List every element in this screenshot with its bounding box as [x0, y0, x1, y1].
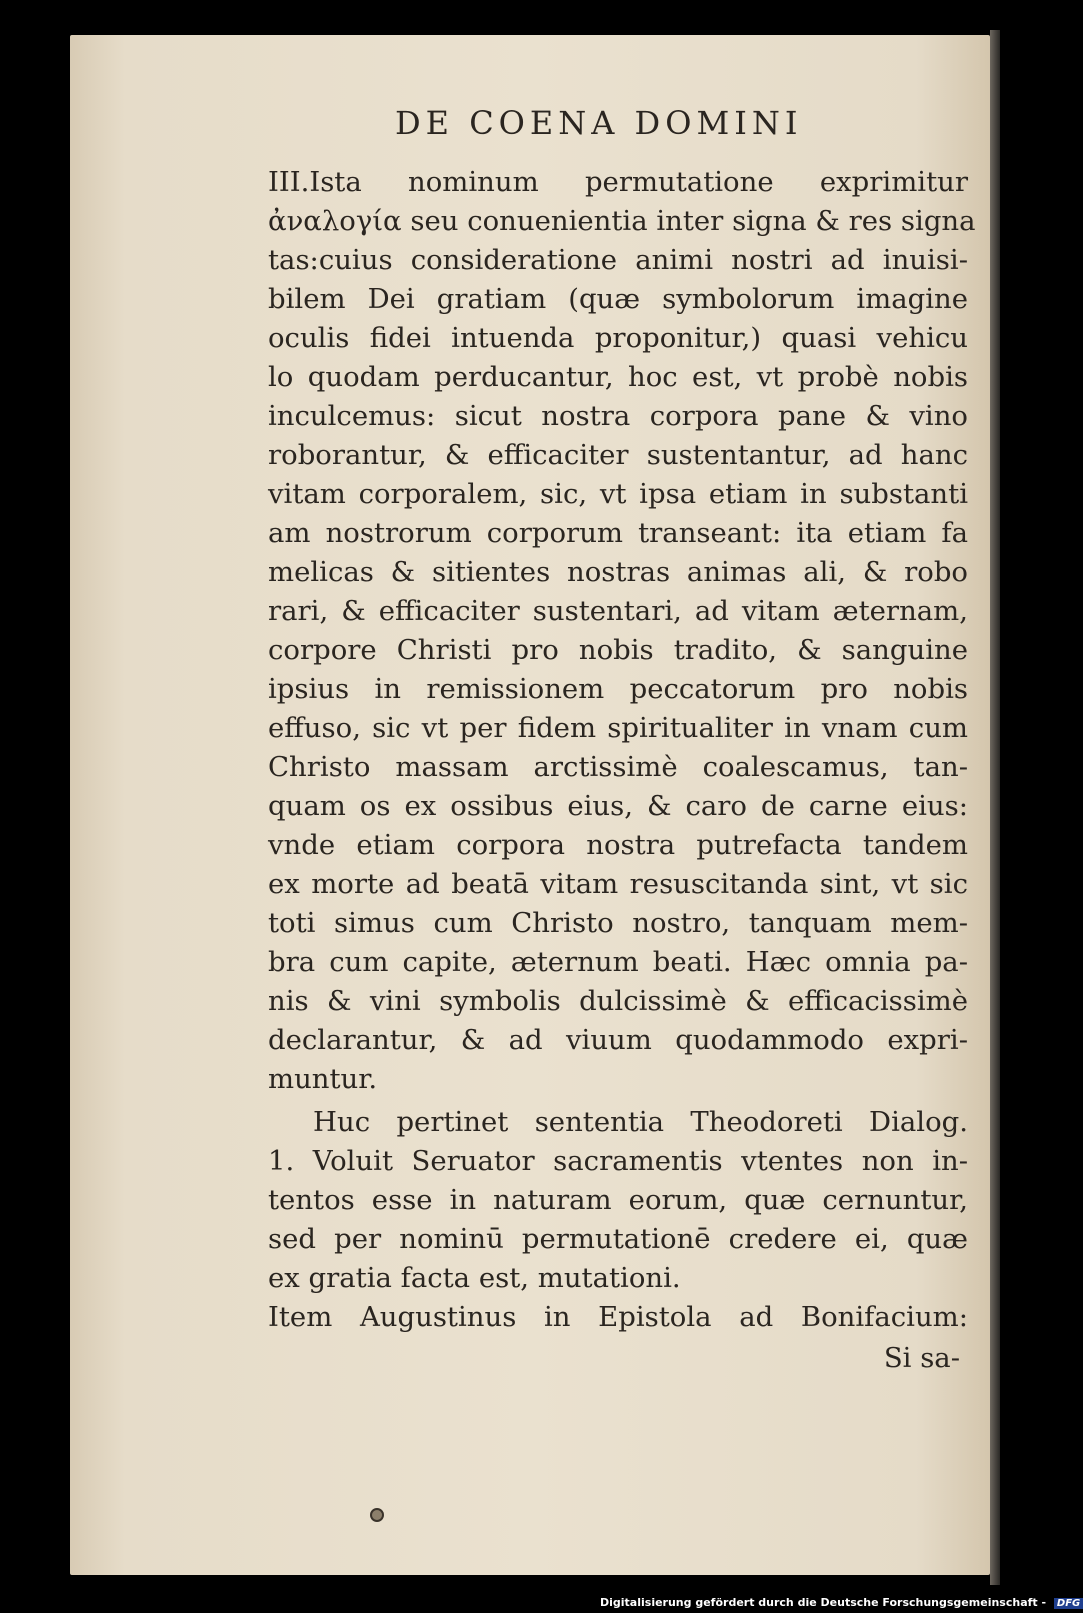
footer-text: Digitalisierung gefördert durch die Deutsche Forschungsgemeinschaft -: [600, 1596, 1047, 1609]
text-line: Item Augustinus in Epistola ad Bonifacium:: [268, 1301, 968, 1333]
ornament-icon: [370, 1508, 384, 1522]
text-line: melicas & sitientes nostras animas ali, & robo: [268, 556, 968, 588]
text-line: quam os ex ossibus eius, & caro de carne eius:: [268, 790, 968, 822]
text-line: nis & vini symbolis dulcissimè & efficacissimè: [268, 985, 968, 1017]
text-line: corpore Christi pro nobis tradito, & sanguine: [268, 634, 968, 666]
digitization-footer: [600, 1596, 1083, 1609]
text-line: Christo massam arctissimè coalescamus, tan-: [268, 751, 968, 783]
text-line: vitam corporalem, sic, vt ipsa etiam in substanti: [268, 478, 968, 510]
text-line: declarantur, & ad viuum quodammodo expri-: [268, 1024, 968, 1056]
text-line: ipsius in remissionem peccatorum pro nobis: [268, 673, 968, 705]
text-line: oculis fidei intuenda proponitur,) quasi vehicu: [268, 322, 968, 354]
text-line: am nostrorum corporum transeant: ita etiam fa: [268, 517, 968, 549]
text-line: rari, & efficaciter sustentari, ad vitam æternam,: [268, 595, 968, 627]
text-line: lo quodam perducantur, hoc est, vt probè nobis: [268, 361, 968, 393]
book-edge: [990, 30, 1000, 1585]
running-head: DE COENA DOMINI: [395, 104, 803, 142]
text-line: sed per nominū permutationē credere ei, quæ: [268, 1223, 968, 1255]
text-line: toti simus cum Christo nostro, tanquam mem-: [268, 907, 968, 939]
text-line: ex gratia facta est, mutationi.: [268, 1262, 681, 1294]
text-line: roborantur, & efficaciter sustentantur, ad hanc: [268, 439, 968, 471]
text-line: ἀναλογία seu conuenientia inter signa & res signa: [268, 205, 976, 237]
dfg-logo: DFG: [1054, 1598, 1083, 1609]
catchword: Si sa-: [883, 1342, 960, 1374]
text-line: muntur.: [268, 1063, 378, 1095]
text-line: bilem Dei gratiam (quæ symbolorum imagine: [268, 283, 968, 315]
text-line: inculcemus: sicut nostra corpora pane & vino: [268, 400, 968, 432]
body-text: [268, 163, 976, 1337]
text-line: 1. Voluit Seruator sacramentis vtentes non in-: [268, 1145, 968, 1177]
text-line: effuso, sic vt per fidem spiritualiter in vnam cum: [268, 712, 968, 744]
text-line: bra cum capite, æternum beati. Hæc omnia pa-: [268, 946, 968, 978]
text-line: vnde etiam corpora nostra putrefacta tandem: [268, 829, 968, 861]
text-line: tas:cuius consideratione animi nostri ad inuisi-: [268, 244, 968, 276]
text-line: tentos esse in naturam eorum, quæ cernuntur,: [268, 1184, 968, 1216]
text-line: III.Ista nominum permutatione exprimitur: [268, 166, 968, 198]
text-line: ex morte ad beatā vitam resuscitanda sint, vt sic: [268, 868, 968, 900]
text-line: Huc pertinet sententia Theodoreti Dialog.: [313, 1106, 968, 1138]
